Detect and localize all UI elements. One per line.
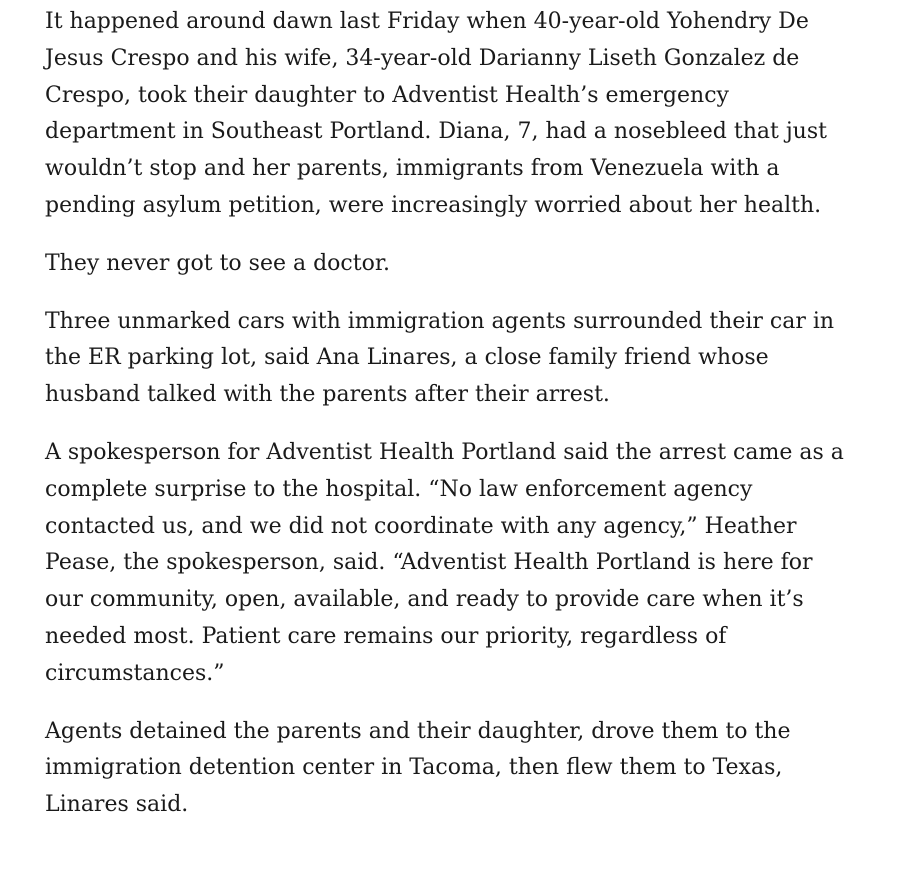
article-paragraph: Three unmarked cars with immigration agents surrounded their car in the ER parking lot, said Ana Linares, a close family friend whose husband talked with the parents after their arrest. (45, 308, 835, 408)
article-paragraph: A spokesperson for Adventist Health Portland said the arrest came as a complete surprise to the hospital. “No law enforcement agency contacted us, and we did not coordinate with any agency,” Heather Pease, the spokesperson, said. “Adventist Health Portland is here for our community, open, available, and ready to provide care when it’s needed most. Patient care remains our priority, regardless of circumstances.” (45, 439, 844, 686)
article-body (45, 4, 845, 845)
article-paragraph: It happened around dawn last Friday when 40-year-old Yohendry De Jesus Crespo and his wife, 34-year-old Darianny Liseth Gonzalez de Crespo, took their daughter to Adventist Health’s emergency department in Southeast Portland. Diana, 7, had a nosebleed that just wouldn’t stop and her parents, immigrants from Venezuela with a pending asylum petition, were increasingly worried about her health. (45, 9, 827, 218)
article-paragraph: They never got to see a doctor. (45, 250, 390, 276)
article-paragraph: Agents detained the parents and their daughter, drove them to the immigration detention center in Tacoma, then flew them to Texas, Linares said. (45, 718, 791, 818)
